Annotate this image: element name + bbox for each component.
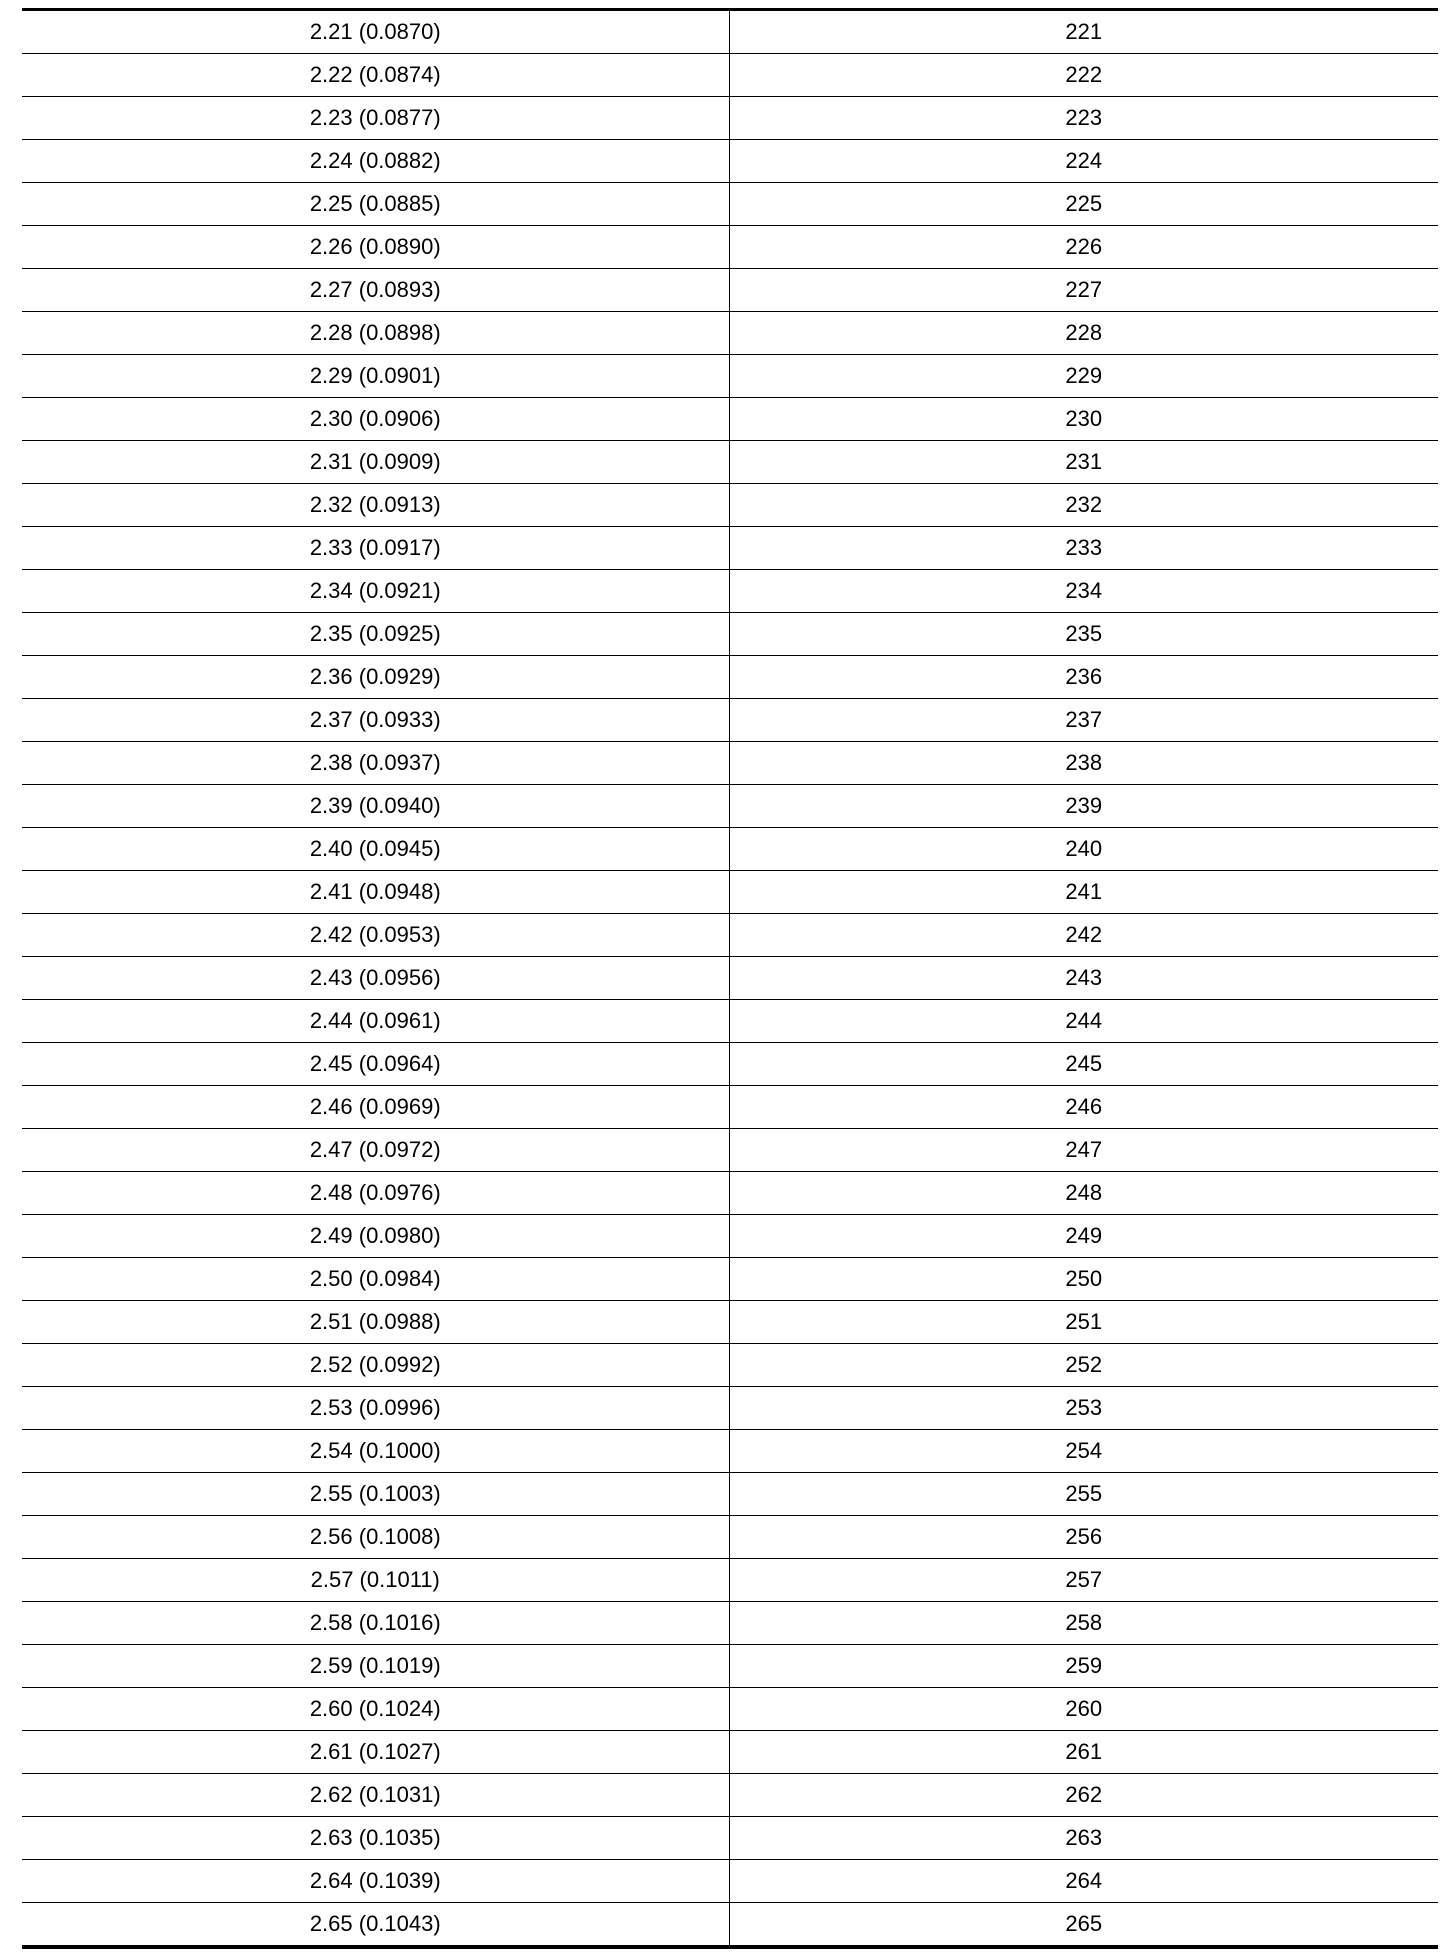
table-row: [22, 1860, 1438, 1903]
value-cell: 223: [729, 97, 1438, 140]
value-cell: 255: [729, 1473, 1438, 1516]
table-row: [22, 656, 1438, 699]
table-row: [22, 1602, 1438, 1645]
table-row: [22, 140, 1438, 183]
table-row: [22, 97, 1438, 140]
measurement-cell: 2.45 (0.0964): [22, 1043, 729, 1086]
table-row: [22, 1903, 1438, 1948]
value-cell: 262: [729, 1774, 1438, 1817]
table-body: [22, 10, 1438, 1948]
value-cell: 261: [729, 1731, 1438, 1774]
table-row: [22, 1344, 1438, 1387]
measurement-cell: 2.63 (0.1035): [22, 1817, 729, 1860]
value-cell: 244: [729, 1000, 1438, 1043]
measurement-cell: 2.44 (0.0961): [22, 1000, 729, 1043]
table-row: [22, 527, 1438, 570]
table-row: [22, 1387, 1438, 1430]
measurement-cell: 2.23 (0.0877): [22, 97, 729, 140]
measurement-cell: 2.41 (0.0948): [22, 871, 729, 914]
measurement-cell: 2.25 (0.0885): [22, 183, 729, 226]
measurement-cell: 2.62 (0.1031): [22, 1774, 729, 1817]
value-cell: 227: [729, 269, 1438, 312]
measurement-cell: 2.58 (0.1016): [22, 1602, 729, 1645]
value-cell: 238: [729, 742, 1438, 785]
measurement-cell: 2.57 (0.1011): [22, 1559, 729, 1602]
measurement-cell: 2.59 (0.1019): [22, 1645, 729, 1688]
measurement-cell: 2.26 (0.0890): [22, 226, 729, 269]
value-cell: 253: [729, 1387, 1438, 1430]
value-cell: 242: [729, 914, 1438, 957]
value-cell: 259: [729, 1645, 1438, 1688]
measurement-cell: 2.53 (0.0996): [22, 1387, 729, 1430]
table-row: [22, 1645, 1438, 1688]
measurement-cell: 2.40 (0.0945): [22, 828, 729, 871]
value-cell: 222: [729, 54, 1438, 97]
measurement-cell: 2.54 (0.1000): [22, 1430, 729, 1473]
value-cell: 243: [729, 957, 1438, 1000]
measurement-cell: 2.21 (0.0870): [22, 10, 729, 54]
measurement-cell: 2.38 (0.0937): [22, 742, 729, 785]
table-row: [22, 1688, 1438, 1731]
table-row: [22, 1086, 1438, 1129]
measurement-cell: 2.31 (0.0909): [22, 441, 729, 484]
table-row: [22, 1215, 1438, 1258]
value-cell: 254: [729, 1430, 1438, 1473]
table-row: [22, 269, 1438, 312]
table-row: [22, 742, 1438, 785]
value-cell: 257: [729, 1559, 1438, 1602]
value-cell: 252: [729, 1344, 1438, 1387]
table-row: [22, 54, 1438, 97]
table-row: [22, 1731, 1438, 1774]
value-cell: 239: [729, 785, 1438, 828]
table-row: [22, 441, 1438, 484]
value-cell: 240: [729, 828, 1438, 871]
measurement-cell: 2.48 (0.0976): [22, 1172, 729, 1215]
measurement-cell: 2.65 (0.1043): [22, 1903, 729, 1948]
measurement-cell: 2.55 (0.1003): [22, 1473, 729, 1516]
value-cell: 256: [729, 1516, 1438, 1559]
table-row: [22, 1473, 1438, 1516]
table-row: [22, 355, 1438, 398]
value-cell: 265: [1065, 1911, 1103, 1936]
measurement-cell: 2.52 (0.0992): [22, 1344, 729, 1387]
measurement-cell: 2.35 (0.0925): [22, 613, 729, 656]
value-cell: 232: [729, 484, 1438, 527]
value-cell: 251: [729, 1301, 1438, 1344]
table-row: [22, 1043, 1438, 1086]
table-row: [22, 1000, 1438, 1043]
table-row: [22, 613, 1438, 656]
measurement-cell: 2.42 (0.0953): [22, 914, 729, 957]
measurement-cell: 2.60 (0.1024): [22, 1688, 729, 1731]
value-cell: 228: [729, 312, 1438, 355]
measurement-cell: 2.30 (0.0906): [22, 398, 729, 441]
table-row: [22, 570, 1438, 613]
measurement-cell: 2.28 (0.0898): [22, 312, 729, 355]
measurement-cell: 2.51 (0.0988): [22, 1301, 729, 1344]
table-row: [22, 828, 1438, 871]
measurement-cell: 2.39 (0.0940): [22, 785, 729, 828]
measurement-cell: 2.61 (0.1027): [22, 1731, 729, 1774]
measurement-cell: 2.29 (0.0901): [22, 355, 729, 398]
measurement-cell: 2.64 (0.1039): [22, 1860, 729, 1903]
value-cell: 263: [729, 1817, 1438, 1860]
value-cell: 248: [729, 1172, 1438, 1215]
measurement-cell: 2.37 (0.0933): [22, 699, 729, 742]
measurement-cell: 2.56 (0.1008): [22, 1516, 729, 1559]
value-cell: 247: [729, 1129, 1438, 1172]
table-row: [22, 1172, 1438, 1215]
value-cell: 235: [729, 613, 1438, 656]
measurement-cell: 2.43 (0.0956): [22, 957, 729, 1000]
measurement-cell: 2.47 (0.0972): [22, 1129, 729, 1172]
value-cell: 234: [729, 570, 1438, 613]
table-row: [22, 1258, 1438, 1301]
value-cell: 250: [729, 1258, 1438, 1301]
measurement-cell: 2.36 (0.0929): [22, 656, 729, 699]
measurement-cell: 2.33 (0.0917): [22, 527, 729, 570]
table-row: [22, 871, 1438, 914]
value-cell: 225: [729, 183, 1438, 226]
value-cell: 260: [729, 1688, 1438, 1731]
value-cell: 258: [729, 1602, 1438, 1645]
value-cell: 221: [729, 10, 1438, 54]
value-cell: 246: [729, 1086, 1438, 1129]
table-row: [22, 785, 1438, 828]
table-row: [22, 1559, 1438, 1602]
measurement-cell: 2.32 (0.0913): [22, 484, 729, 527]
measurement-cell: 2.22 (0.0874): [22, 54, 729, 97]
measurement-cell: 2.27 (0.0893): [22, 269, 729, 312]
table-row: [22, 914, 1438, 957]
table-row: [22, 1301, 1438, 1344]
value-cell: 230: [729, 398, 1438, 441]
measurement-cell: 2.50 (0.0984): [22, 1258, 729, 1301]
table-row: [22, 957, 1438, 1000]
value-cell: 249: [729, 1215, 1438, 1258]
value-cell: 226: [729, 226, 1438, 269]
value-cell: 231: [729, 441, 1438, 484]
value-cell: 224: [729, 140, 1438, 183]
table-row: [22, 1774, 1438, 1817]
measurement-cell: 2.49 (0.0980): [22, 1215, 729, 1258]
value-cell: 245: [729, 1043, 1438, 1086]
table-row: [22, 699, 1438, 742]
table-row: [22, 183, 1438, 226]
table-row: [22, 484, 1438, 527]
value-cell: 241: [729, 871, 1438, 914]
value-cell: 233: [729, 527, 1438, 570]
table-row: [22, 1516, 1438, 1559]
table-row: [22, 10, 1438, 54]
table-row: [22, 1129, 1438, 1172]
measurement-cell: 2.46 (0.0969): [22, 1086, 729, 1129]
measurement-cell: 2.34 (0.0921): [22, 570, 729, 613]
measurement-cell: 2.24 (0.0882): [22, 140, 729, 183]
value-cell: 237: [729, 699, 1438, 742]
value-cell: 236: [729, 656, 1438, 699]
table-row: [22, 398, 1438, 441]
table-row: [22, 226, 1438, 269]
value-cell: 229: [729, 355, 1438, 398]
data-table: [22, 8, 1438, 1949]
table-row: [22, 1430, 1438, 1473]
table-row: [22, 312, 1438, 355]
value-cell: 264: [729, 1860, 1438, 1903]
table-row: [22, 1817, 1438, 1860]
